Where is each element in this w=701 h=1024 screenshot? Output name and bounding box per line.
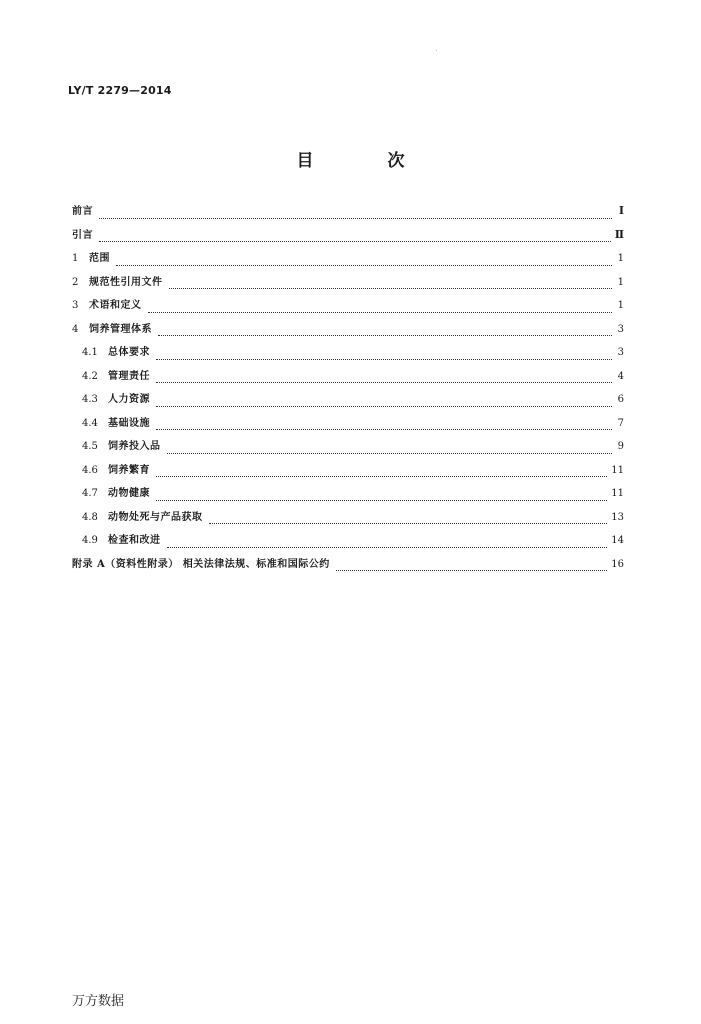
dot-leader bbox=[156, 405, 612, 407]
toc-entry[interactable] bbox=[72, 296, 624, 320]
toc-entry-label: 人力资源 bbox=[108, 394, 150, 405]
toc-entry-number: 4.3 bbox=[82, 394, 98, 405]
toc-entry[interactable] bbox=[72, 461, 624, 485]
toc-entry-number: 1 bbox=[72, 253, 79, 264]
toc-entry[interactable] bbox=[72, 390, 624, 414]
dot-leader bbox=[156, 428, 612, 430]
toc-entry-label: 附录 A（资料性附录） 相关法律法规、标准和国际公约 bbox=[72, 558, 330, 570]
toc-entry[interactable] bbox=[72, 367, 624, 391]
dot-leader bbox=[156, 499, 607, 501]
toc-entry[interactable] bbox=[72, 437, 624, 461]
dot-leader bbox=[167, 452, 613, 454]
dot-leader bbox=[156, 358, 612, 360]
scan-speck bbox=[436, 50, 437, 51]
toc-entry-page-number: 1 bbox=[617, 276, 624, 288]
toc-entry[interactable] bbox=[72, 320, 624, 344]
dot-leader bbox=[99, 217, 612, 219]
toc-entry-label: 范围 bbox=[89, 253, 110, 264]
toc-entry-number: 4.7 bbox=[82, 488, 98, 499]
dot-leader bbox=[156, 381, 612, 383]
page-title: 目 次 bbox=[296, 151, 439, 171]
toc-entry-number: 2 bbox=[72, 276, 79, 288]
toc-entry[interactable] bbox=[72, 343, 624, 367]
toc-entry-label: 动物处死与产品获取 bbox=[108, 511, 203, 523]
dot-leader bbox=[167, 546, 608, 548]
dot-leader bbox=[99, 240, 611, 242]
toc-entry-label: 规范性引用文件 bbox=[89, 276, 163, 288]
toc-entry-label: 前言 bbox=[72, 206, 93, 217]
toc-entry-number: 4.4 bbox=[82, 417, 98, 429]
dot-leader bbox=[116, 264, 612, 266]
dot-leader bbox=[336, 569, 608, 571]
toc-entry-page-number: Ⅱ bbox=[614, 227, 624, 241]
toc-entry-label: 术语和定义 bbox=[89, 300, 142, 311]
toc-entry[interactable] bbox=[72, 531, 624, 555]
dot-leader bbox=[156, 475, 607, 477]
table-of-contents bbox=[72, 202, 624, 578]
toc-entry[interactable] bbox=[72, 484, 624, 508]
toc-entry-page-number: Ⅰ bbox=[618, 204, 624, 217]
toc-entry-label: 检查和改进 bbox=[108, 535, 161, 546]
dot-leader bbox=[209, 522, 608, 524]
dot-leader bbox=[158, 334, 612, 336]
toc-entry-label: 总体要求 bbox=[108, 347, 150, 358]
toc-entry-page-number: 9 bbox=[617, 441, 624, 452]
toc-entry-page-number: 11 bbox=[611, 464, 624, 476]
toc-entry[interactable] bbox=[72, 273, 624, 297]
toc-entry-number: 4 bbox=[72, 323, 79, 335]
toc-entry-label: 基础设施 bbox=[108, 417, 150, 429]
toc-entry-number: 3 bbox=[72, 300, 79, 311]
toc-entry[interactable] bbox=[72, 202, 624, 226]
toc-entry-page-number: 6 bbox=[617, 394, 624, 405]
toc-entry[interactable] bbox=[72, 226, 624, 250]
dot-leader bbox=[148, 311, 613, 313]
toc-entry[interactable] bbox=[72, 249, 624, 273]
toc-entry-number: 4.5 bbox=[82, 441, 98, 452]
toc-entry[interactable] bbox=[72, 555, 624, 579]
toc-entry-label: 饲养繁育 bbox=[108, 464, 150, 476]
dot-leader bbox=[169, 287, 613, 289]
toc-entry-page-number: 1 bbox=[617, 300, 624, 311]
toc-entry[interactable] bbox=[72, 414, 624, 438]
toc-entry-page-number: 11 bbox=[611, 488, 624, 499]
toc-entry-number: 4.6 bbox=[82, 464, 98, 476]
toc-entry-label: 引言 bbox=[72, 229, 93, 241]
toc-entry-number: 4.1 bbox=[82, 347, 98, 358]
toc-entry-page-number: 7 bbox=[617, 417, 624, 429]
toc-entry-page-number: 13 bbox=[611, 511, 624, 523]
toc-entry-number: 4.9 bbox=[82, 535, 98, 546]
toc-entry-page-number: 4 bbox=[617, 370, 624, 382]
standard-number: LY/T 2279—2014 bbox=[68, 84, 172, 97]
toc-entry[interactable] bbox=[72, 508, 624, 532]
footer-watermark: 万方数据 bbox=[72, 994, 125, 1009]
toc-entry-label: 饲养投入品 bbox=[108, 441, 161, 452]
toc-entry-label: 动物健康 bbox=[108, 488, 150, 499]
toc-entry-number: 4.2 bbox=[82, 370, 98, 382]
toc-entry-page-number: 1 bbox=[617, 253, 624, 264]
toc-entry-number: 4.8 bbox=[82, 511, 98, 523]
toc-entry-page-number: 16 bbox=[611, 558, 624, 570]
toc-entry-label: 管理责任 bbox=[108, 370, 150, 382]
toc-entry-page-number: 3 bbox=[617, 347, 624, 358]
toc-entry-page-number: 14 bbox=[611, 535, 624, 546]
toc-entry-label: 饲养管理体系 bbox=[89, 323, 152, 335]
toc-entry-page-number: 3 bbox=[617, 323, 624, 335]
